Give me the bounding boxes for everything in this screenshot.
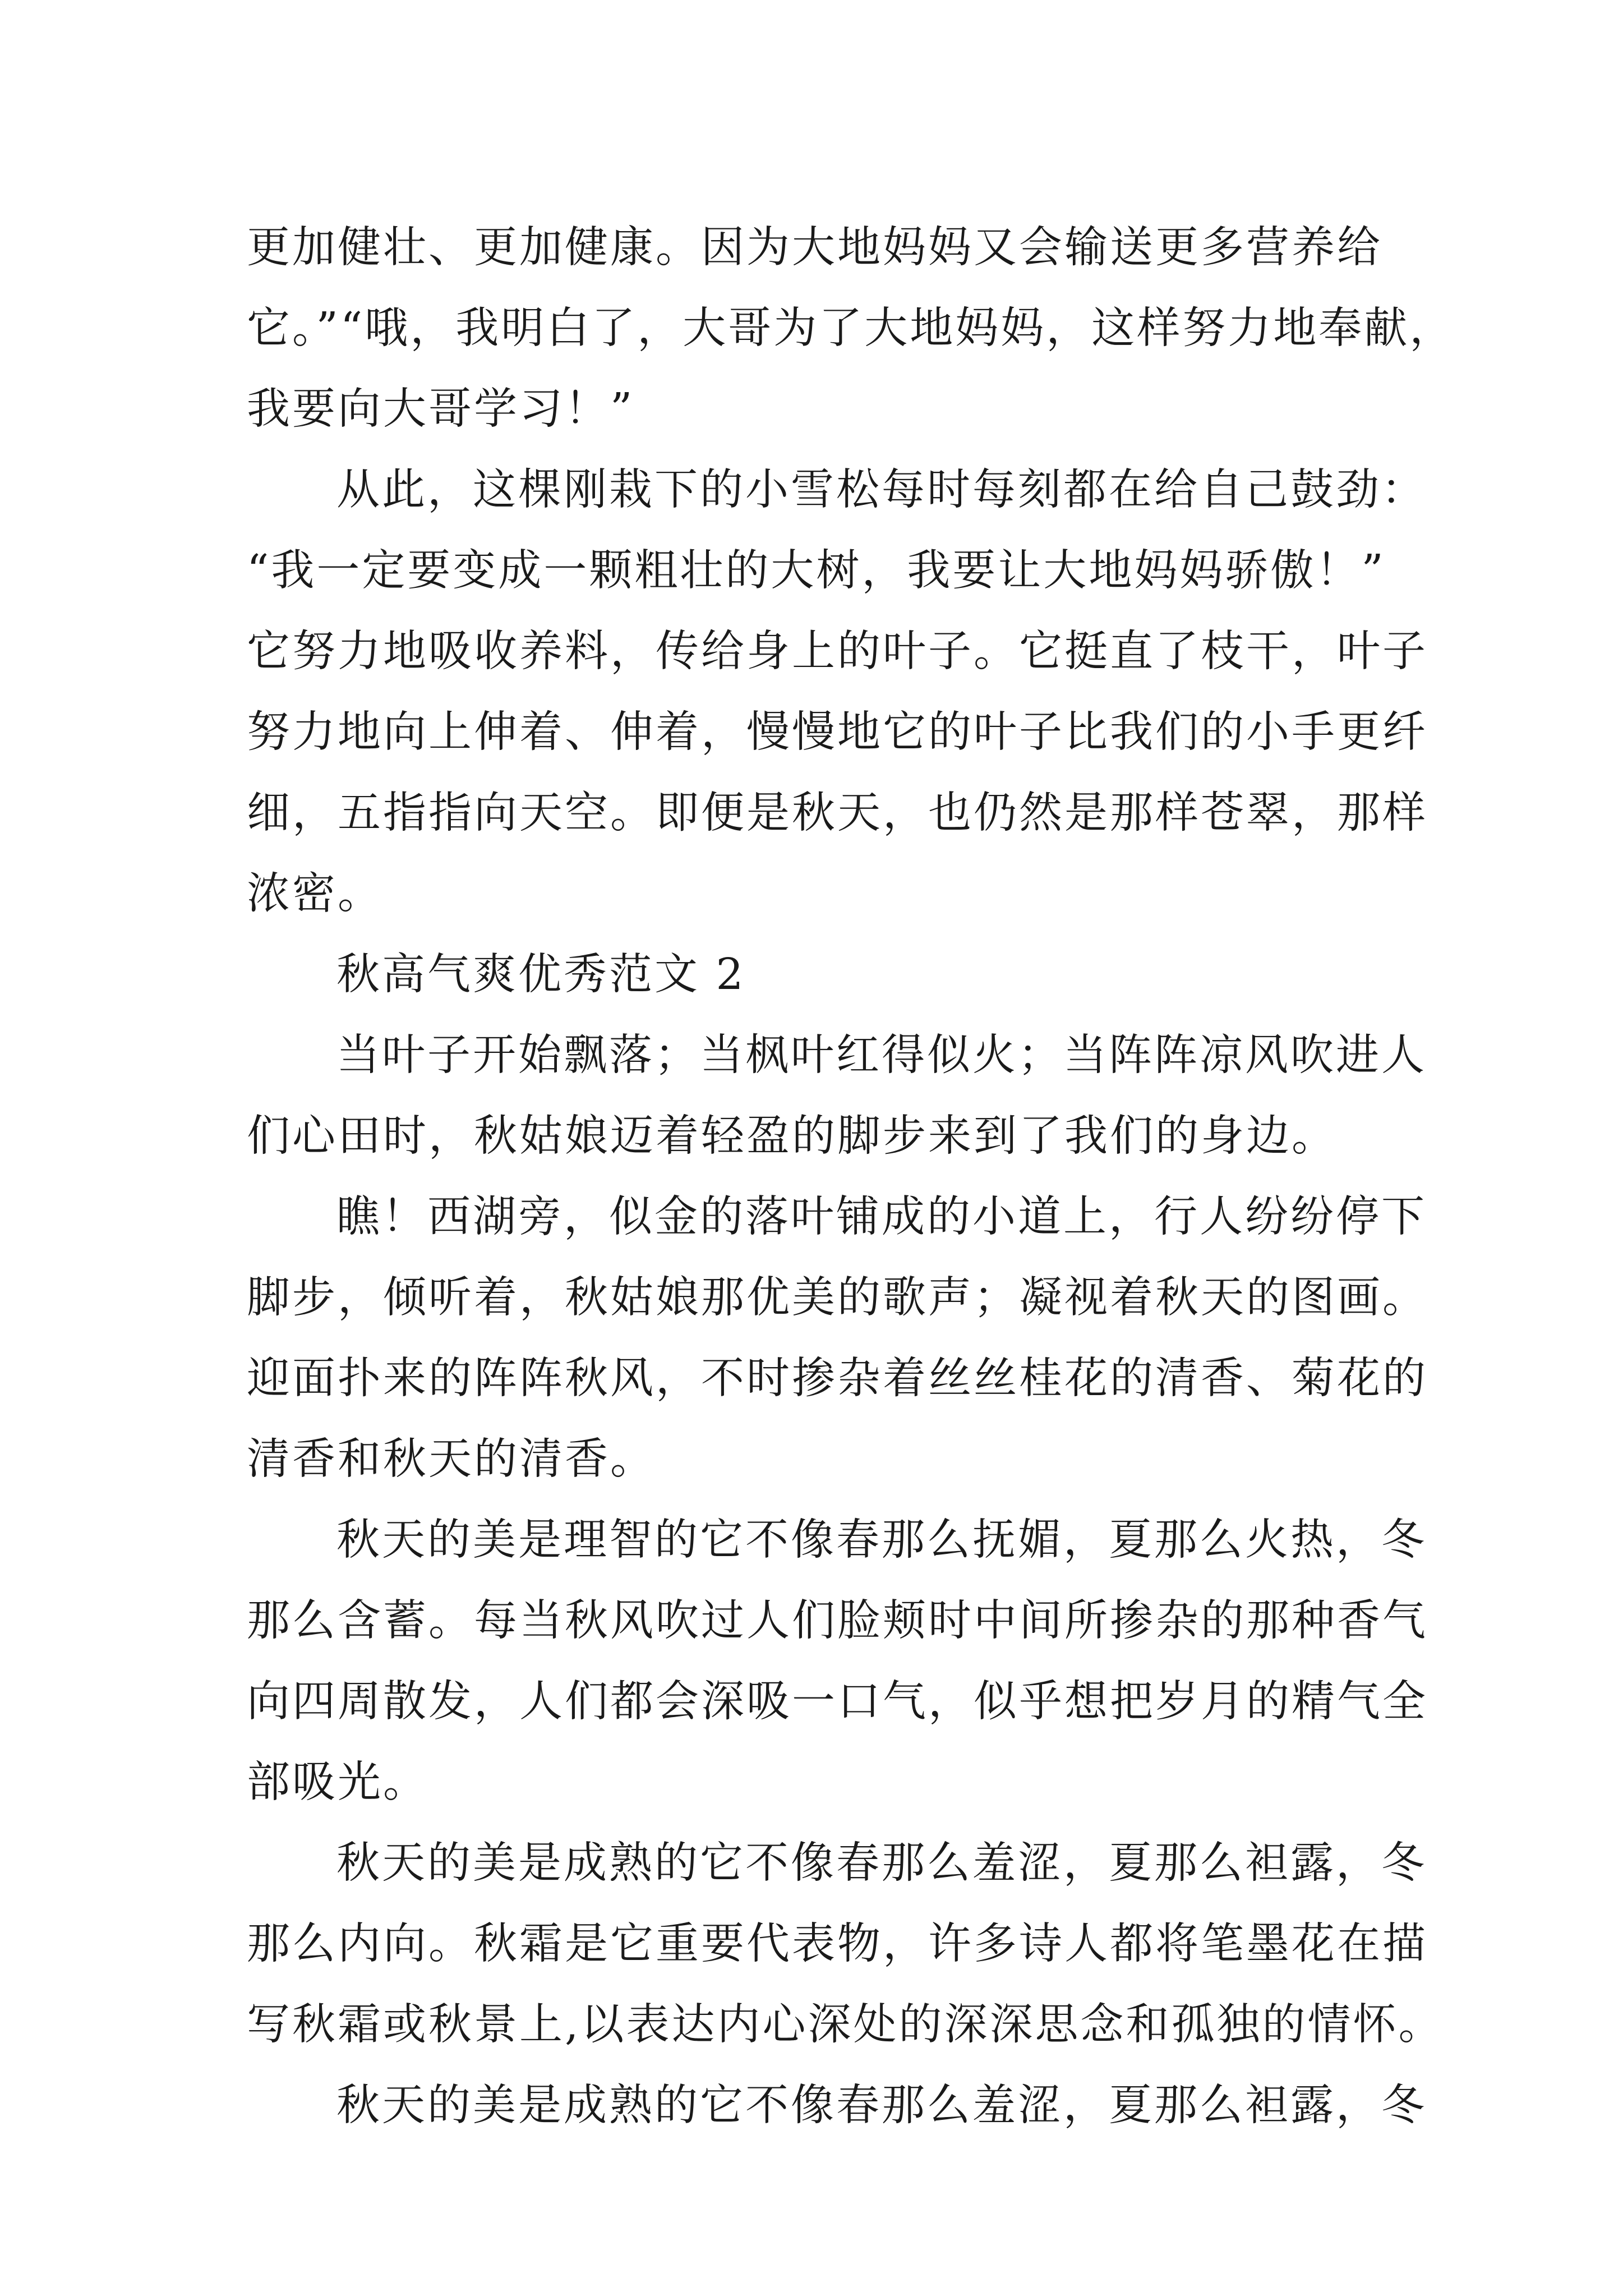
text-line: 更加健壮、更加健康。因为大地妈妈又会输送更多营养给: [247, 223, 1382, 273]
text-line: 那么内向。秋霜是它重要代表物，许多诗人都将笔墨花在描: [247, 1919, 1428, 1969]
text-line: 我要向大哥学习！”: [247, 384, 635, 434]
section-heading: 秋高气爽优秀范文 2: [336, 950, 746, 1000]
text-line: 们心田时，秋姑娘迈着轻盈的脚步来到了我们的身边。: [247, 1111, 1337, 1161]
text-line: 脚步，倾听着，秋姑娘那优美的歌声；凝视着秋天的图画。: [247, 1273, 1428, 1323]
body-text: [247, 208, 1455, 2146]
text-line: 清香和秋天的清香。: [247, 1434, 656, 1484]
text-line: 迎面扑来的阵阵秋风，不时掺杂着丝丝桂花的清香、菊花的: [247, 1354, 1428, 1404]
text-line: 浓密。: [247, 869, 383, 919]
paragraph-start-line: 秋天的美是成熟的它不像春那么羞涩，夏那么袒露，冬: [336, 2081, 1427, 2131]
text-line: 向四周散发，人们都会深吸一口气，似乎想把岁月的精气全: [247, 1677, 1428, 1727]
paragraph-start-line: 秋天的美是成熟的它不像春那么羞涩，夏那么袒露，冬: [336, 1838, 1427, 1888]
text-line: 那么含蓄。每当秋风吹过人们脸颊时中间所掺杂的那种香气: [247, 1596, 1428, 1646]
paragraph-start-line: 当叶子开始飘落；当枫叶红得似火；当阵阵凉风吹进人: [336, 1030, 1427, 1080]
text-line: 它努力地吸收养料，传给身上的叶子。它挺直了枝干，叶子: [247, 627, 1428, 677]
paragraph-start-line: 瞧！西湖旁，似金的落叶铺成的小道上，行人纷纷停下: [336, 1192, 1427, 1242]
text-line: “我一定要变成一颗粗壮的大树，我要让大地妈妈骄傲！”: [247, 546, 1386, 596]
text-line: 细，五指指向天空。即便是秋天，也仍然是那样苍翠，那样: [247, 788, 1428, 838]
text-line: 它。”“哦，我明白了，大哥为了大地妈妈，这样努力地奉献，: [247, 303, 1455, 353]
paragraph-start-line: 从此，这棵刚栽下的小雪松每时每刻都在给自己鼓劲：: [336, 465, 1427, 515]
text-line: 部吸光。: [247, 1757, 428, 1807]
text-line: 写秋霜或秋景上,以表达内心深处的深深思念和孤独的情怀。: [247, 2000, 1444, 2050]
text-line: 努力地向上伸着、伸着，慢慢地它的叶子比我们的小手更纤: [247, 707, 1428, 757]
paragraph-start-line: 秋天的美是理智的它不像春那么抚媚，夏那么火热，冬: [336, 1515, 1427, 1565]
